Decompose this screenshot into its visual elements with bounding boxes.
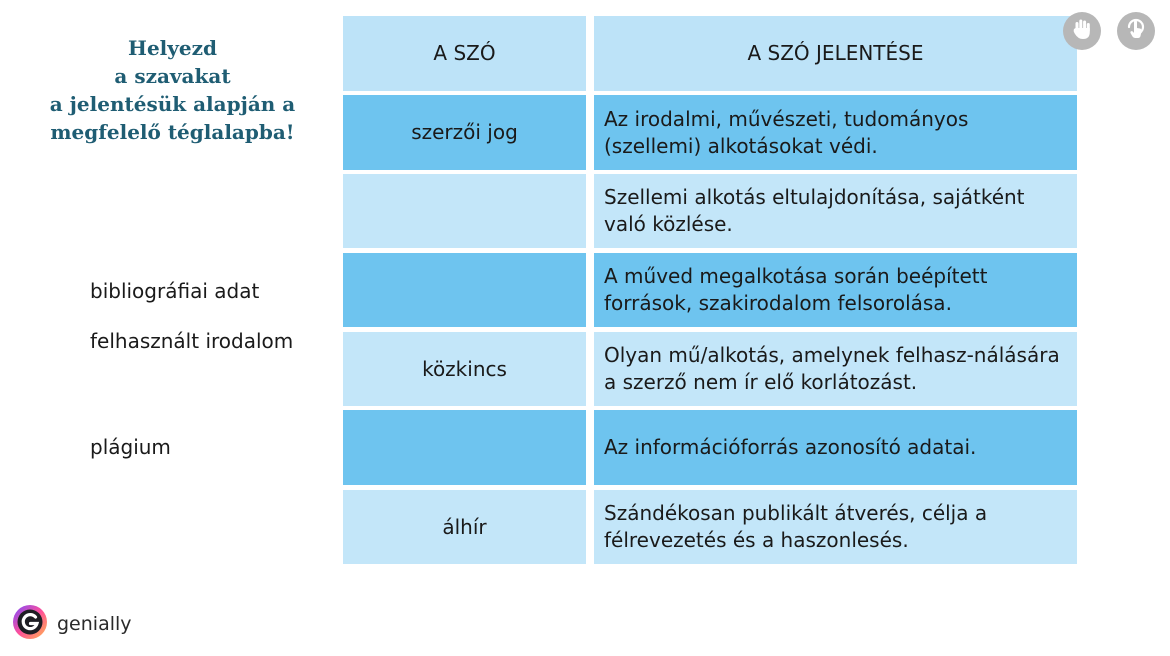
hand-icon <box>1072 18 1092 44</box>
genially-logo[interactable] <box>12 604 132 644</box>
drop-zone-word[interactable]: közkincs <box>343 332 586 406</box>
instruction-line: megfelelő téglalapba! <box>50 120 295 144</box>
reset-button[interactable] <box>1117 12 1155 50</box>
header-meaning: A SZÓ JELENTÉSE <box>594 16 1077 91</box>
draggable-word-bibliografiai-adat[interactable]: bibliográfiai adat <box>90 279 260 303</box>
meaning-cell: Szellemi alkotás eltulajdonítása, sajátként való közlése. <box>594 174 1077 248</box>
instruction-line: a szavakat <box>114 64 231 88</box>
drop-zone-word[interactable]: álhír <box>343 490 586 564</box>
instruction-line: Helyezd <box>128 36 217 60</box>
meaning-cell: Az irodalmi, művészeti, tudományos (szellemi) alkotásokat védi. <box>594 95 1077 170</box>
instruction-title <box>0 34 345 146</box>
brand-name: genially <box>57 613 132 635</box>
drop-zone-word[interactable] <box>343 174 586 248</box>
meaning-cell: Szándékosan publikált átverés, célja a félrevezetés és a haszonlesés. <box>594 490 1077 564</box>
drop-zone-word[interactable]: szerzői jog <box>343 95 586 170</box>
instruction-line: a jelentésük alapján a <box>49 92 296 116</box>
meaning-cell: Olyan mű/alkotás, amelynek felhasz-nálására a szerző nem ír elő korlátozást. <box>594 332 1077 406</box>
pointer-icon <box>1125 18 1147 44</box>
drop-zone-word[interactable] <box>343 253 586 327</box>
drop-zone-word[interactable] <box>343 410 586 485</box>
header-word: A SZÓ <box>343 16 586 91</box>
genially-logo-icon <box>12 604 48 644</box>
grab-button[interactable] <box>1063 12 1101 50</box>
draggable-word-felhasznalt-irodalom[interactable]: felhasznált irodalom <box>90 329 294 353</box>
meaning-cell: A műved megalkotása során beépített források, szakirodalom felsorolása. <box>594 253 1077 327</box>
meaning-cell: Az információforrás azonosító adatai. <box>594 410 1077 485</box>
draggable-word-plagium[interactable]: plágium <box>90 435 171 459</box>
